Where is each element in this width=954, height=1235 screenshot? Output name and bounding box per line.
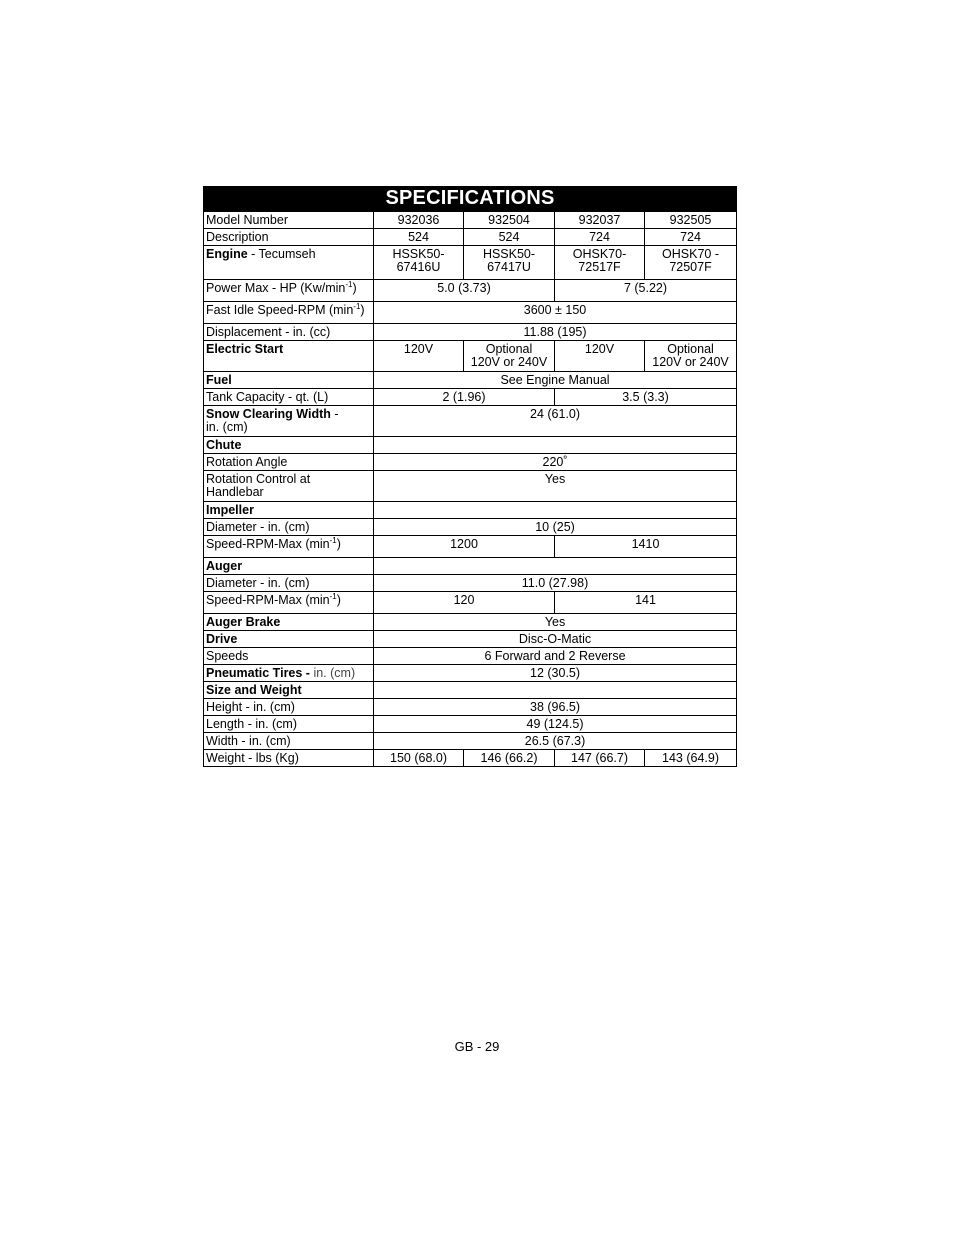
spec-row <box>204 536 737 558</box>
spec-label-text: Speed-RPM-Max (min <box>206 593 330 607</box>
spec-label <box>204 631 374 648</box>
spec-value: 24 (61.0) <box>374 406 737 437</box>
spec-label <box>204 592 374 614</box>
table-title: SPECIFICATIONS <box>204 187 737 212</box>
spec-value: 3600 ± 150 <box>374 302 737 324</box>
spec-row <box>204 733 737 750</box>
spec-value: 932505 <box>645 212 737 229</box>
spec-value: 6 Forward and 2 Reverse <box>374 648 737 665</box>
spec-label <box>204 614 374 631</box>
spec-label-text: Width - in. (cm) <box>206 734 291 748</box>
spec-value: 524 <box>374 229 464 246</box>
spec-row <box>204 280 737 302</box>
spec-value: 3.5 (3.3) <box>555 389 737 406</box>
spec-value: 724 <box>645 229 737 246</box>
spec-row <box>204 699 737 716</box>
specifications-body <box>204 212 737 767</box>
spec-value: 932036 <box>374 212 464 229</box>
spec-label <box>204 212 374 229</box>
spec-label <box>204 699 374 716</box>
spec-label <box>204 502 374 519</box>
spec-row <box>204 372 737 389</box>
spec-value: 120V <box>555 341 645 372</box>
spec-label <box>204 519 374 536</box>
spec-label <box>204 454 374 471</box>
spec-label-text: Speed-RPM-Max (min <box>206 537 330 551</box>
spec-label-text: Power Max - HP (Kw/min <box>206 281 346 295</box>
title-row <box>204 187 737 212</box>
spec-label-text: -1 <box>329 591 337 601</box>
spec-label-text: Impeller <box>206 503 254 517</box>
spec-label-text: Height - in. (cm) <box>206 700 295 714</box>
spec-label-text: Auger Brake <box>206 615 281 629</box>
spec-label <box>204 750 374 767</box>
spec-label-text: Model Number <box>206 213 288 227</box>
spec-value: 5.0 (3.73) <box>374 280 555 302</box>
spec-value: 143 (64.9) <box>645 750 737 767</box>
spec-row <box>204 750 737 767</box>
spec-value: Disc-O-Matic <box>374 631 737 648</box>
spec-row <box>204 212 737 229</box>
page-number: GB - 29 <box>454 1039 500 1054</box>
spec-label-text: Diameter - in. (cm) <box>206 520 310 534</box>
spec-label <box>204 437 374 454</box>
spec-value: 38 (96.5) <box>374 699 737 716</box>
spec-value: 932037 <box>555 212 645 229</box>
spec-label-text: ) <box>336 537 341 551</box>
spec-row <box>204 246 737 280</box>
spec-label-text: Rotation Angle <box>206 455 288 469</box>
spec-row <box>204 454 737 471</box>
specifications-table <box>203 186 737 767</box>
spec-value: 150 (68.0) <box>374 750 464 767</box>
spec-value: 7 (5.22) <box>555 280 737 302</box>
spec-value <box>374 682 737 699</box>
spec-value: 524 <box>464 229 555 246</box>
spec-label <box>204 302 374 324</box>
spec-value: 12 (30.5) <box>374 665 737 682</box>
spec-row <box>204 229 737 246</box>
spec-value: 932504 <box>464 212 555 229</box>
spec-label-text: Fast Idle Speed-RPM (min <box>206 303 354 317</box>
spec-label <box>204 665 374 682</box>
spec-value: See Engine Manual <box>374 372 737 389</box>
spec-label-text: in. (cm) <box>313 666 356 680</box>
spec-label-text: Fuel <box>206 373 232 387</box>
spec-label-text: - in. (cm) <box>206 407 339 434</box>
spec-value: 1410 <box>555 536 737 558</box>
spec-row <box>204 389 737 406</box>
spec-row <box>204 665 737 682</box>
spec-row <box>204 631 737 648</box>
spec-row <box>204 437 737 454</box>
spec-label-text: Size and Weight <box>206 683 302 697</box>
spec-label-text: Displacement - in. (cc) <box>206 325 331 339</box>
spec-label <box>204 682 374 699</box>
spec-label <box>204 389 374 406</box>
spec-label-text: - Tecumseh <box>247 247 316 261</box>
spec-value: 2 (1.96) <box>374 389 555 406</box>
spec-value: 724 <box>555 229 645 246</box>
spec-label-text: -1 <box>345 279 353 289</box>
spec-label-text: -1 <box>329 535 337 545</box>
spec-label-text: ) <box>352 281 357 295</box>
spec-row <box>204 502 737 519</box>
spec-label-text: Speeds <box>206 649 249 663</box>
spec-label <box>204 246 374 280</box>
spec-row <box>204 324 737 341</box>
spec-row <box>204 406 737 437</box>
spec-label-text: Length - in. (cm) <box>206 717 298 731</box>
specifications-table-container <box>203 186 736 767</box>
spec-label-text: Snow Clearing Width <box>206 407 331 421</box>
spec-row <box>204 614 737 631</box>
spec-value: Yes <box>374 614 737 631</box>
spec-value: 120V <box>374 341 464 372</box>
spec-label <box>204 733 374 750</box>
spec-value: Yes <box>374 471 737 502</box>
spec-label <box>204 372 374 389</box>
spec-value: 10 (25) <box>374 519 737 536</box>
spec-value: 11.0 (27.98) <box>374 575 737 592</box>
spec-value: 220˚ <box>374 454 737 471</box>
spec-value <box>374 502 737 519</box>
spec-label-text: ) <box>360 303 365 317</box>
spec-label-text: Rotation Control at Handlebar <box>206 472 311 499</box>
spec-value: HSSK50- 67417U <box>464 246 555 280</box>
spec-label-text: Weight - lbs (Kg) <box>206 751 299 765</box>
spec-value: 1200 <box>374 536 555 558</box>
spec-label-text: Electric Start <box>206 342 284 356</box>
spec-value <box>374 558 737 575</box>
spec-label-text: ) <box>336 593 341 607</box>
spec-label-text: Tank Capacity - qt. (L) <box>206 390 329 404</box>
spec-value: 147 (66.7) <box>555 750 645 767</box>
spec-row <box>204 592 737 614</box>
spec-label <box>204 648 374 665</box>
spec-row <box>204 519 737 536</box>
spec-row <box>204 716 737 733</box>
spec-row <box>204 302 737 324</box>
spec-value: Optional 120V or 240V <box>645 341 737 372</box>
spec-value <box>374 437 737 454</box>
spec-row <box>204 558 737 575</box>
spec-label <box>204 558 374 575</box>
spec-label-text: Chute <box>206 438 242 452</box>
spec-value: 11.88 (195) <box>374 324 737 341</box>
spec-value: 120 <box>374 592 555 614</box>
spec-value: Optional 120V or 240V <box>464 341 555 372</box>
spec-value: 146 (66.2) <box>464 750 555 767</box>
spec-value: 49 (124.5) <box>374 716 737 733</box>
spec-value: 141 <box>555 592 737 614</box>
spec-label-text: Drive <box>206 632 238 646</box>
spec-label-text: Diameter - in. (cm) <box>206 576 310 590</box>
spec-label-text: Engine <box>206 247 248 261</box>
spec-row <box>204 648 737 665</box>
spec-value: OHSK70 - 72507F <box>645 246 737 280</box>
spec-label <box>204 471 374 502</box>
spec-row <box>204 341 737 372</box>
spec-label <box>204 341 374 372</box>
spec-label <box>204 536 374 558</box>
spec-label <box>204 716 374 733</box>
spec-label <box>204 324 374 341</box>
spec-value: OHSK70- 72517F <box>555 246 645 280</box>
spec-label <box>204 575 374 592</box>
spec-label-text: Pneumatic Tires - <box>206 666 314 680</box>
spec-label-text: Auger <box>206 559 243 573</box>
spec-label <box>204 406 374 437</box>
spec-label <box>204 280 374 302</box>
spec-label-text: -1 <box>353 301 361 311</box>
spec-row <box>204 471 737 502</box>
spec-row <box>204 682 737 699</box>
spec-value: 26.5 (67.3) <box>374 733 737 750</box>
spec-value: HSSK50- 67416U <box>374 246 464 280</box>
spec-row <box>204 575 737 592</box>
spec-label-text: Description <box>206 230 269 244</box>
spec-label <box>204 229 374 246</box>
